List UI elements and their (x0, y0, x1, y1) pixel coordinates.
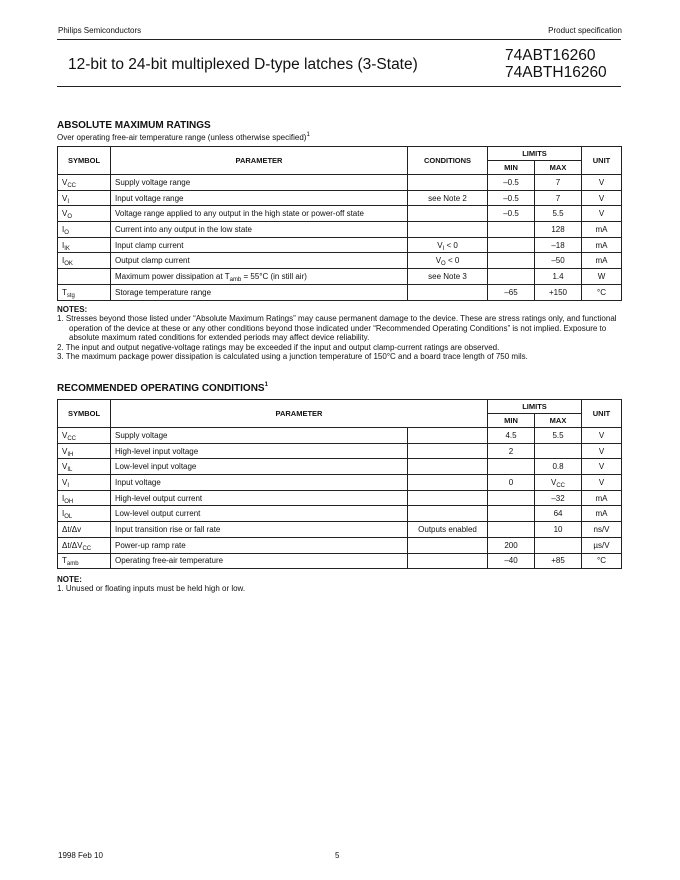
symbol-subscript: O (64, 229, 69, 236)
conditions-cell (408, 490, 488, 506)
min-cell (488, 522, 535, 538)
symbol-text: Δt/ΔV (62, 540, 83, 550)
min-cell (488, 253, 535, 269)
unit-cell: V (582, 428, 622, 444)
part-numbers (505, 47, 607, 81)
max-cell: 1.4 (535, 269, 582, 285)
symbol-text: I (62, 224, 65, 234)
max-cell: –50 (535, 253, 582, 269)
table-row (58, 553, 622, 569)
unit-cell: V (582, 459, 622, 475)
table-row (58, 475, 622, 491)
min-cell: 200 (488, 537, 535, 553)
conditions-cell: Outputs enabled (408, 522, 488, 538)
min-cell (488, 459, 535, 475)
symbol-subscript: IL (67, 467, 73, 474)
col-min: MIN (488, 161, 535, 175)
col-max: MAX (535, 414, 582, 428)
conditions-cell (408, 443, 488, 459)
unit-cell: ns/V (582, 522, 622, 538)
symbol-text: Δt/Δv (62, 524, 82, 534)
abs-max-table (57, 146, 622, 301)
col-min: MIN (488, 414, 535, 428)
max-cell: +150 (535, 284, 582, 300)
symbol-cell (58, 553, 111, 569)
conditions-cell (408, 284, 488, 300)
unit-cell: mA (582, 506, 622, 522)
conditions-cell: see Note 2 (408, 190, 488, 206)
min-cell: 4.5 (488, 428, 535, 444)
table-row (58, 428, 622, 444)
part-number-1: 74ABT16260 (505, 47, 596, 64)
col-symbol: SYMBOL (58, 147, 111, 175)
min-cell: –40 (488, 553, 535, 569)
conditions-cell (408, 537, 488, 553)
table-row (58, 237, 622, 253)
parameter-cell: Operating free-air temperature (111, 553, 408, 569)
symbol-text: I (62, 493, 65, 503)
min-cell: –0.5 (488, 206, 535, 222)
max-cell: $V_{CC}$ (535, 475, 582, 491)
max-cell: 7 (535, 190, 582, 206)
symbol-subscript: CC (82, 545, 92, 552)
symbol-text: V (62, 209, 68, 219)
conditions-cell (408, 459, 488, 475)
table-row (58, 537, 622, 553)
symbol-text: V (62, 462, 68, 472)
col-symbol: SYMBOL (58, 400, 111, 428)
parameter-cell: Supply voltage range (111, 175, 408, 191)
col-unit: UNIT (582, 400, 622, 428)
unit-cell: µs/V (582, 537, 622, 553)
table-row (58, 269, 622, 285)
footer-date: 1998 Feb 10 (58, 851, 103, 860)
parameter-cell: Input voltage range (111, 190, 408, 206)
parameter-cell: Input clamp current (111, 237, 408, 253)
unit-cell: V (582, 206, 622, 222)
min-cell: –0.5 (488, 190, 535, 206)
max-cell (535, 443, 582, 459)
col-parameter: PARAMETER (111, 400, 488, 428)
max-cell: 128 (535, 222, 582, 238)
unit-cell: °C (582, 553, 622, 569)
min-cell: –65 (488, 284, 535, 300)
conditions-cell (408, 506, 488, 522)
min-cell: 0 (488, 475, 535, 491)
symbol-cell (58, 175, 111, 191)
unit-cell: V (582, 475, 622, 491)
table-row (58, 459, 622, 475)
conditions-cell: see Note 3 (408, 269, 488, 285)
max-cell: –32 (535, 490, 582, 506)
parameter-cell: Output clamp current (111, 253, 408, 269)
symbol-cell (58, 459, 111, 475)
section-heading-rec-op (57, 383, 268, 394)
conditions-cell (408, 206, 488, 222)
conditions-cell (408, 428, 488, 444)
symbol-cell (58, 222, 111, 238)
symbol-text: I (62, 240, 65, 250)
header-rule-bottom (57, 86, 621, 87)
max-cell: 10 (535, 522, 582, 538)
abs-max-subtitle-footnote: 1 (306, 132, 310, 138)
table-row (58, 284, 622, 300)
symbol-cell (58, 490, 111, 506)
min-cell: –0.5 (488, 175, 535, 191)
parameter-cell: Maximum power dissipation at $T_{amb} = 55^\circ C$ (in still air) (111, 269, 408, 285)
symbol-cell (58, 428, 111, 444)
symbol-text: V (62, 446, 68, 456)
parameter-cell: High-level input voltage (111, 443, 408, 459)
symbol-text: V (62, 477, 68, 487)
symbol-cell (58, 475, 111, 491)
unit-cell: V (582, 443, 622, 459)
min-cell (488, 222, 535, 238)
col-conditions: CONDITIONS (408, 147, 488, 175)
symbol-cell (58, 537, 111, 553)
symbol-subscript: I (67, 482, 70, 489)
unit-cell: V (582, 190, 622, 206)
parameter-cell: High-level output current (111, 490, 408, 506)
parameter-cell: Current into any output in the low state (111, 222, 408, 238)
note-1: 1. Unused or floating inputs must be held high or low. (57, 584, 246, 594)
symbol-text: V (62, 193, 68, 203)
col-max: MAX (535, 161, 582, 175)
doc-type: Product specification (548, 26, 622, 35)
table-row (58, 175, 622, 191)
unit-cell: mA (582, 253, 622, 269)
max-cell: 0.8 (535, 459, 582, 475)
symbol-text: I (62, 509, 65, 519)
symbol-cell (58, 443, 111, 459)
symbol-subscript: CC (67, 182, 77, 189)
max-cell (535, 537, 582, 553)
max-cell: 64 (535, 506, 582, 522)
notes-heading: NOTE: (57, 575, 82, 584)
symbol-text: V (62, 430, 68, 440)
header-rule-top (57, 39, 621, 40)
parameter-cell: Input transition rise or fall rate (111, 522, 408, 538)
conditions-cell (408, 553, 488, 569)
symbol-subscript: IK (64, 245, 70, 252)
rec-op-heading-text: RECOMMENDED OPERATING CONDITIONS (57, 383, 265, 394)
table-row (58, 253, 622, 269)
unit-cell: V (582, 175, 622, 191)
symbol-subscript: stg (66, 292, 75, 299)
section-heading-abs-max: ABSOLUTE MAXIMUM RATINGS (57, 120, 211, 131)
table-row (58, 222, 622, 238)
note-3: 3. The maximum package power dissipation is calculated using a junction temperature of 150°C and a board trace length of 750 mils. (57, 352, 528, 362)
min-cell (488, 237, 535, 253)
min-cell (488, 490, 535, 506)
table-row (58, 490, 622, 506)
table-row (58, 206, 622, 222)
symbol-cell (58, 253, 111, 269)
symbol-subscript: OH (64, 498, 74, 505)
symbol-subscript: I (67, 198, 70, 205)
parameter-cell: Power-up ramp rate (111, 537, 408, 553)
parameter-cell: Voltage range applied to any output in the high state or power-off state (111, 206, 408, 222)
table-row (58, 443, 622, 459)
symbol-cell (58, 237, 111, 253)
parameter-cell: Supply voltage (111, 428, 408, 444)
min-cell (488, 269, 535, 285)
col-limits: LIMITS (488, 147, 582, 161)
symbol-subscript: amb (66, 561, 79, 568)
table-row (58, 190, 622, 206)
table-row (58, 506, 622, 522)
col-limits: LIMITS (488, 400, 582, 414)
unit-cell: mA (582, 490, 622, 506)
parameter-cell: Low-level input voltage (111, 459, 408, 475)
symbol-cell (58, 506, 111, 522)
rec-op-notes (57, 575, 617, 594)
rec-op-table (57, 399, 622, 569)
symbol-text: I (62, 256, 65, 266)
min-cell: 2 (488, 443, 535, 459)
symbol-cell (58, 206, 111, 222)
symbol-cell (58, 522, 111, 538)
max-cell: 7 (535, 175, 582, 191)
parameter-cell: Input voltage (111, 475, 408, 491)
symbol-text: V (62, 177, 68, 187)
note-1: 1. Stresses beyond those listed under “Absolute Maximum Ratings” may cause permanent damage to the device. These are stress ratings only, and functional operation of the device at these or any other conditions beyond those indicated under “Recommended Operating Conditions” is not implied. Exposure to absolute maximum rated conditions for extended periods may affect device reliability. (57, 314, 617, 343)
parameter-cell: Low-level output current (111, 506, 408, 522)
unit-cell: W (582, 269, 622, 285)
note-2: 2. The input and output negative-voltage ratings may be exceeded if the input and output clamp-current ratings are observed. (57, 342, 500, 352)
conditions-cell (408, 175, 488, 191)
symbol-text: T (62, 287, 67, 297)
symbol-subscript: OL (64, 514, 73, 521)
symbol-cell (58, 269, 111, 285)
col-parameter: PARAMETER (111, 147, 408, 175)
unit-cell: mA (582, 237, 622, 253)
page-title: 12-bit to 24-bit multiplexed D-type latches (3-State) (68, 56, 418, 73)
conditions-cell (408, 475, 488, 491)
unit-cell: °C (582, 284, 622, 300)
parameter-cell: Storage temperature range (111, 284, 408, 300)
max-cell: +85 (535, 553, 582, 569)
conditions-cell: $V_O < 0$ (408, 253, 488, 269)
symbol-subscript: CC (67, 435, 77, 442)
symbol-subscript: O (67, 214, 73, 221)
col-unit: UNIT (582, 147, 622, 175)
max-cell: 5.5 (535, 428, 582, 444)
max-cell: –18 (535, 237, 582, 253)
symbol-cell (58, 284, 111, 300)
symbol-cell (58, 190, 111, 206)
company-name: Philips Semiconductors (58, 26, 142, 35)
abs-max-subtitle (57, 133, 310, 142)
rec-op-heading-footnote: 1 (264, 382, 268, 388)
min-cell (488, 506, 535, 522)
part-number-2: 74ABTH16260 (505, 64, 607, 81)
conditions-cell (408, 222, 488, 238)
unit-cell: mA (582, 222, 622, 238)
notes-heading: NOTES: (57, 305, 88, 314)
symbol-text: T (62, 556, 67, 566)
conditions-cell: $V_I < 0$ (408, 237, 488, 253)
abs-max-subtitle-text: Over operating free-air temperature range (unless otherwise specified) (57, 133, 307, 142)
symbol-subscript: OK (64, 261, 73, 268)
table-row (58, 522, 622, 538)
abs-max-notes (57, 305, 617, 361)
page-number: 5 (335, 851, 340, 860)
symbol-subscript: IH (67, 451, 74, 458)
max-cell: 5.5 (535, 206, 582, 222)
